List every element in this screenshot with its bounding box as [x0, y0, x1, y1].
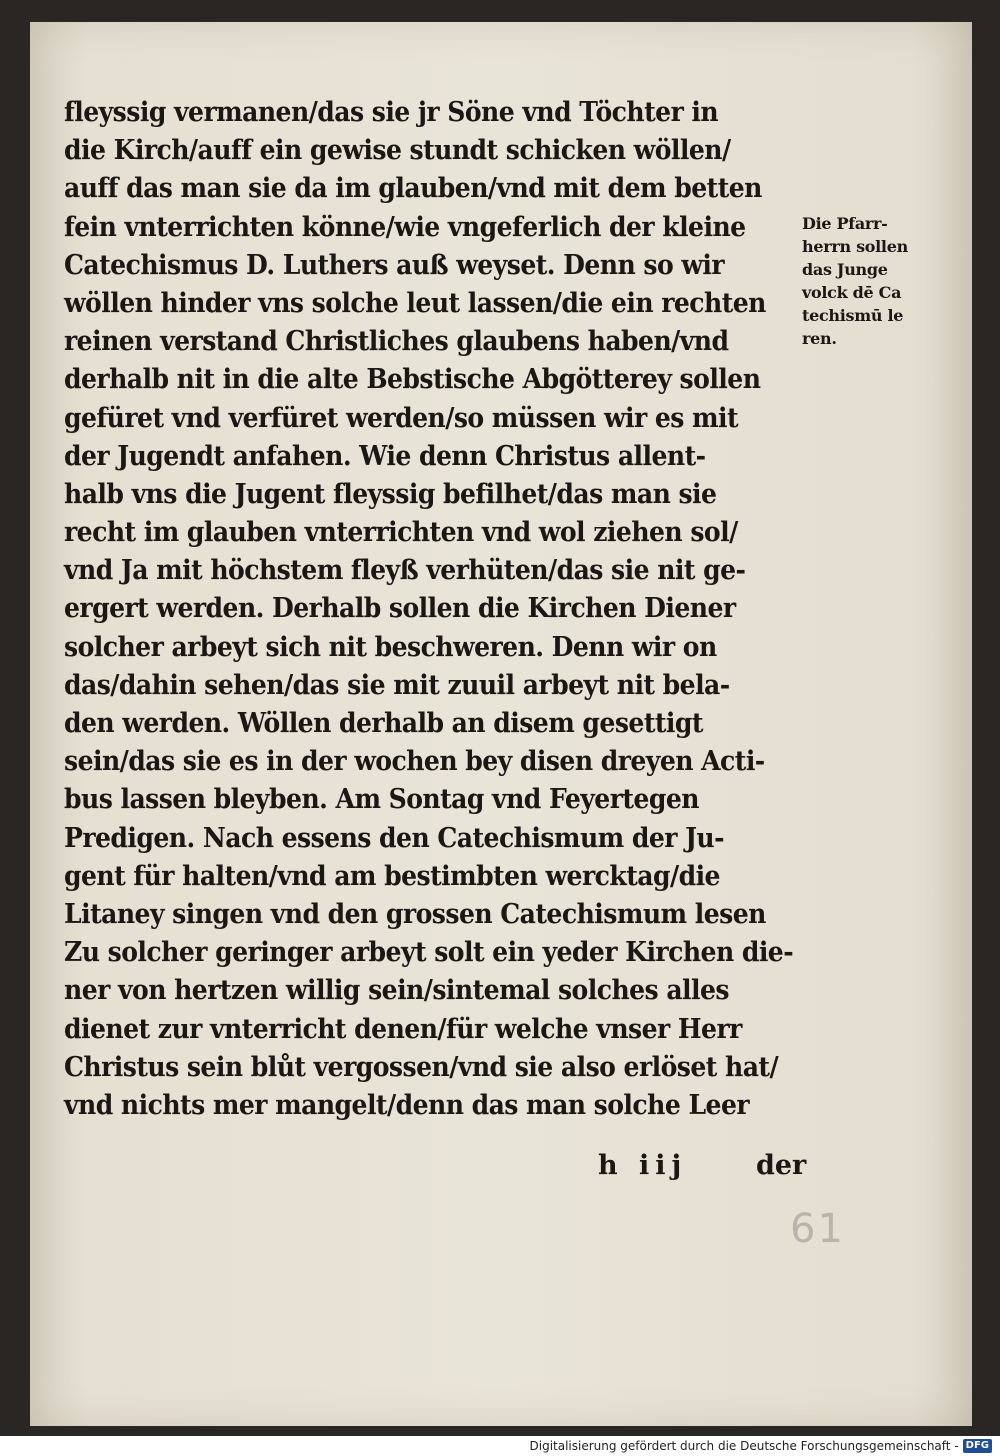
text-line: auff das man sie da im glauben/vnd mit dem betten — [64, 173, 762, 205]
marginal-line: ren. — [802, 329, 837, 348]
signature-mark: h iij — [598, 1150, 688, 1181]
text-line: die Kirch/auff ein gewise stundt schicken wöllen/ — [64, 135, 731, 167]
text-line: reinen verstand Christliches glaubens haben/vnd — [64, 326, 729, 358]
marginal-line: volck dē Ca — [802, 283, 902, 302]
marginal-line: techismū le — [802, 306, 904, 325]
text-line: gefüret vnd verfüret werden/so müssen wir es mit — [64, 402, 739, 434]
body-text — [64, 94, 824, 1125]
text-line: Catechismus D. Luthers auß weyset. Denn so wir — [64, 249, 725, 281]
text-line: dienet zur vnterricht denen/für welche vnser Herr — [64, 1013, 742, 1045]
text-line: fein vnterrichten könne/wie vngeferlich der kleine — [64, 211, 746, 243]
text-line: halb vns die Jugent fleyssig befilhet/das man sie — [64, 478, 717, 510]
text-line: vnd nichts mer mangelt/denn das man solche Leer — [64, 1089, 750, 1121]
marginal-line: herrn sollen — [802, 237, 908, 256]
text-line: den werden. Wöllen derhalb an disem gesettigt — [64, 708, 703, 739]
text-line: gent für halten/vnd am bestimbten wercktag/die — [64, 860, 720, 892]
text-line: derhalb nit in die alte Bebstische Abgötterey sollen — [64, 364, 761, 396]
text-line: der Jugendt anfahen. Wie denn Christus allent- — [64, 440, 706, 472]
text-line: bus lassen bleyben. Am Sontag vnd Feyertegen — [64, 784, 699, 816]
text-line: ner von hertzen willig sein/sintemal solches alles — [64, 975, 729, 1007]
text-line: das/dahin sehen/das sie mit zuuil arbeyt nit bela- — [64, 669, 730, 701]
marginal-line: das Junge — [802, 260, 888, 279]
text-line: vnd Ja mit höchstem fleyß verhüten/das sie nit ge- — [64, 555, 746, 587]
text-line: recht im glauben vnterrichten vnd wol ziehen sol/ — [64, 517, 738, 549]
marginal-line: Die Pfarr- — [802, 214, 888, 233]
text-line: ergert werden. Derhalb sollen die Kirchen Diener — [64, 593, 736, 625]
text-line: solcher arbeyt sich nit beschweren. Denn wir on — [64, 631, 717, 663]
catchword: der — [756, 1150, 807, 1181]
credit-text: Digitalisierung gefördert durch die Deutsche Forschungsgemeinschaft - — [529, 1439, 959, 1453]
book-page — [30, 22, 972, 1426]
text-line: wöllen hinder vns solche leut lassen/die ein rechten — [64, 287, 766, 319]
text-line: Zu solcher geringer arbeyt solt ein yeder Kirchen die- — [64, 937, 794, 969]
catchline — [30, 1150, 972, 1190]
text-line: sein/das sie es in der wochen bey disen dreyen Acti- — [64, 746, 765, 778]
text-line: Litaney singen vnd den grossen Catechismum lesen — [64, 898, 766, 930]
text-line: fleyssig vermanen/das sie jr Söne vnd Töchter in — [64, 97, 719, 128]
text-line: Christus sein blůt vergossen/vnd sie also erlöset hat/ — [64, 1051, 779, 1083]
digitization-credit — [530, 1437, 993, 1455]
pencil-folio-number: 61 — [790, 1206, 845, 1252]
marginal-note — [802, 212, 932, 350]
text-line: Predigen. Nach essens den Catechismum der Ju- — [64, 822, 725, 854]
dfg-logo: DFG — [963, 1439, 992, 1453]
